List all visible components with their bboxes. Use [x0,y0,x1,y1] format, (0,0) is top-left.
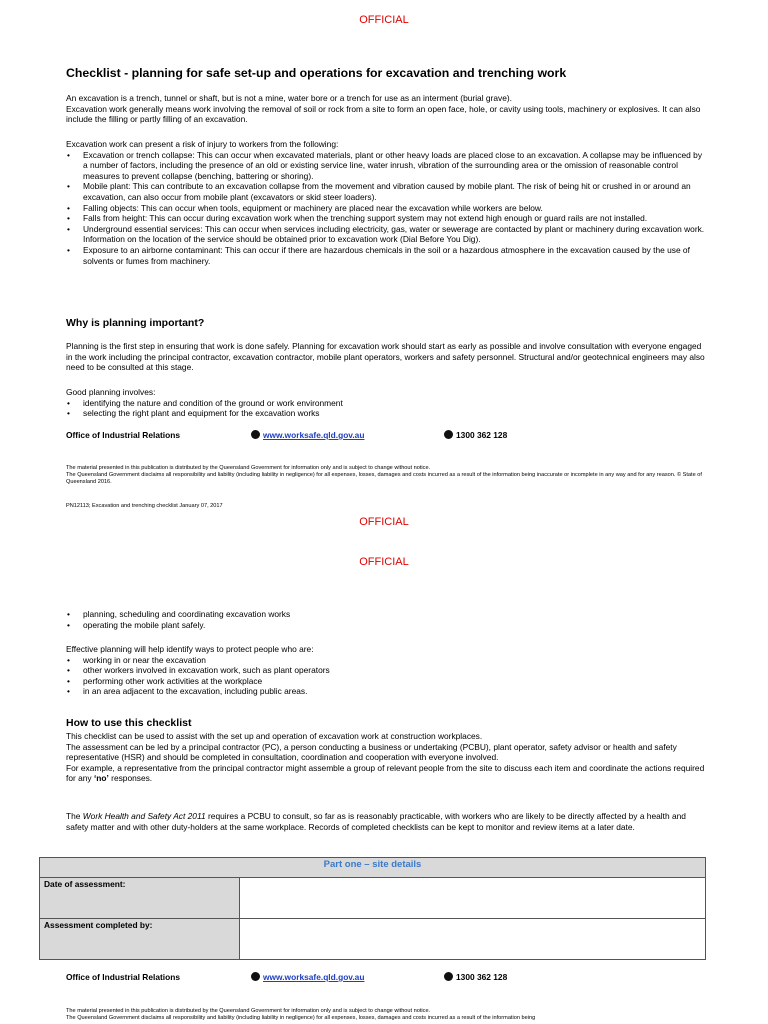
list-item: • in an area adjacent to the excavation, including public areas. [66,686,706,697]
disclaimer-p2 [66,1008,716,1022]
no-emphasis: ‘no’ [93,773,109,784]
phone-icon [444,972,453,981]
list-item: • Underground essential services: This can occur when services including electricity, gas, water or sewerage are contacted by plant or machinery during excavation work. Information on the location of the service should be obtained prior to excavation work (Dial Before You Dig). [66,224,706,245]
disclaimer-line-1: The material presented in this publication is distributed by the Queensland Government for information only and is subject to change without notice. [66,1008,431,1014]
why-heading: Why is planning important? [66,317,205,329]
table-row [40,878,706,919]
assessment-completed-by-label: Assessment completed by: [40,919,240,960]
date-of-assessment-field[interactable] [240,878,706,919]
good-list-p2 [66,609,706,630]
effective-list [66,655,706,697]
website-link[interactable]: www.worksafe.qld.gov.au [263,430,365,440]
how-heading: How to use this checklist [66,717,192,729]
doc-reference: PN12113; Excavation and trenching checklist January 07, 2017 [66,503,223,509]
globe-icon [251,430,260,439]
website-link[interactable]: www.worksafe.qld.gov.au [263,972,365,982]
globe-icon [251,972,260,981]
why-text: Planning is the first step in ensuring that work is done safely. Planning for excavation work should start as early as possible and involve consultation with everyone engaged in the work including the principal contractor, excavation contractor, mobile plant operators, workers and safety personnel. Structural and/or geotechnical engineers may also need to be consulted at this stage. [66,341,705,373]
act-paragraph: The Work Health and Safety Act 2011 requires a PCBU to consult, so far as is reasonably practicable, with workers who are likely to be directly affected by a health and safety matter and with other duty-holders at the same workplace. Records of completed checklists can be kept to monitor and review items at a later date. [66,811,686,832]
good-intro: Good planning involves: [66,387,156,397]
risk-section [66,139,706,266]
phone-number: 1300 362 128 [456,972,508,982]
intro-para-1: An excavation is a trench, tunnel or shaft, but is not a mine, water bore or a trench for use as an interment (burial grave). [66,93,512,103]
list-item: • Exposure to an airborne contaminant: This can occur if there are hazardous chemicals in the soil or a hazardous atmosphere in the excavation caused by the use of solvents or fumes from machinery. [66,245,706,266]
official-label-p1-bottom: OFFICIAL [359,516,409,528]
official-label-top: OFFICIAL [359,14,409,26]
list-item: • operating the mobile plant safely. [66,620,706,631]
how-para-2: The assessment can be led by a principal contractor (PC), a person conducting a business or undertaking (PCBU), plant operator, safety advisor or health and safety representative (HSR) and should be completed in consultation, coordination and cooperation with everyone involved. [66,741,677,763]
list-item: • working in or near the excavation [66,655,706,666]
how-para-3: For example, a representative from the principal contractor might assemble a group of relevant people from the site to discuss each item and coordinate the actions required for any ‘no’ responses. [66,762,705,784]
how-section [66,731,706,784]
phone-number: 1300 362 128 [456,430,508,440]
disclaimer-line-2: The Queensland Government disclaims all responsibility and liability (including liability in negligence) for all expenses, losses, damages and costs incurred as a result of the information being [66,1015,536,1022]
list-item: • Falling objects: This can occur when tools, equipment or machinery are placed near the excavation while workers are below. [66,203,706,214]
site-details-heading: Part one – site details [40,858,706,878]
assessment-completed-by-field[interactable] [240,919,706,960]
table-row [40,919,706,960]
good-planning-section [66,387,706,419]
disclaimer-line-2: The Queensland Government disclaims all responsibility and liability (including liability in negligence) for all expenses, losses, damages and costs incurred as a result of the information being inaccurate or incomplete in any way and for any reason. © State of Queensland 2016. [66,472,702,486]
good-list-p2-wrap [66,609,706,630]
list-item: • selecting the right plant and equipment for the excavation works [66,408,706,419]
site-details-table [39,857,706,960]
list-item: • Mobile plant: This can contribute to an excavation collapse from the movement and vibration caused by mobile plant. The risk of being hit or crushed in or around an excavation, can also occur from mobile plant (excavators or skid steer loaders). [66,181,706,202]
list-item: • Excavation or trench collapse: This can occur when excavated materials, plant or other heavy loads are placed close to an excavation. A collapse may be influenced by a number of factors, including the presence of an old or existing service line, water inrush, vibration of the surrounding area or the omission of reasonable control measures to prevent collapse (benching, battering or shoring). [66,150,706,182]
effective-section [66,644,706,697]
good-list-p1 [66,398,706,419]
org-name: Office of Industrial Relations [66,430,181,440]
risk-list [66,150,706,267]
act-name: Work Health and Safety Act 2011 [82,811,206,821]
official-label-p2-top: OFFICIAL [359,556,409,568]
list-item: • identifying the nature and condition of the ground or work environment [66,398,706,409]
page-title: Checklist - planning for safe set-up and operations for excavation and trenching work [66,66,567,80]
risk-intro: Excavation work can present a risk of injury to workers from the following: [66,139,339,149]
phone-wrap [444,972,507,982]
disclaimer-p1 [66,465,716,487]
list-item: • performing other work activities at the workplace [66,676,706,687]
list-item: • other workers involved in excavation work, such as plant operators [66,665,706,676]
intro-para-2: Excavation work generally means work involving the removal of soil or rock from a site to form an open face, hole, or cavity using tools, machinery or explosives. It can also include the filling or partly filling of an excavation. [66,103,701,125]
phone-wrap [444,430,507,440]
footer-contact-p1 [66,430,706,444]
disclaimer-line-1: The material presented in this publication is distributed by the Queensland Government for information only and is subject to change without notice. [66,465,431,471]
org-name: Office of Industrial Relations [66,972,181,982]
list-item: • Falls from height: This can occur during excavation work when the trenching support system may not extend high enough or guard rails are not installed. [66,213,706,224]
effective-intro: Effective planning will help identify ways to protect people who are: [66,644,314,654]
list-item: • planning, scheduling and coordinating excavation works [66,609,706,620]
footer-contact-p2 [66,972,706,986]
phone-icon [444,430,453,439]
website-link-wrap [251,972,364,982]
website-link-wrap [251,430,364,440]
date-of-assessment-label: Date of assessment: [40,878,240,919]
intro-text [66,93,706,125]
how-para-1: This checklist can be used to assist with the set up and operation of excavation work at construction workplaces. [66,731,483,741]
